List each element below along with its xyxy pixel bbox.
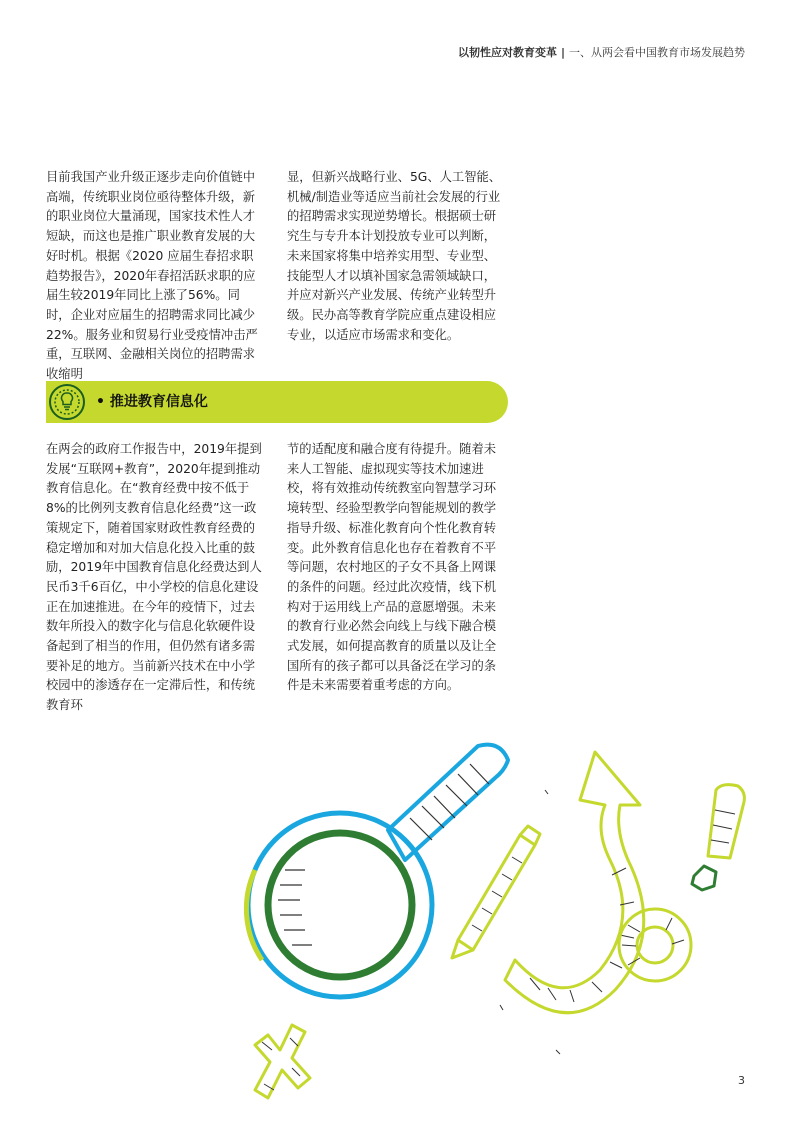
section2-right-column	[287, 440, 505, 696]
section1-left-column	[46, 168, 264, 385]
lightbulb-head-icon	[46, 381, 88, 423]
education-illustration	[0, 690, 793, 1122]
magnifier-icon	[246, 745, 508, 997]
page-header	[458, 44, 745, 60]
cross-icon	[255, 1025, 310, 1098]
section2-left-column	[46, 440, 264, 716]
paragraph: 节的适配度和融合度有待提升。随着未来人工智能、虚拟现实等技术加速进校，将有效推动传统教室向智慧学习环境转型、经验型教学向智能规划的教学指导升级、标准化教育向个性化教育转变。此外教育信息化也存在着教育不平等问题，农村地区的子女不具备上网课的条件的问题。经过此次疫情，线下机构对于运用线上产品的意愿增强。未来的教育行业必然会向线上与线下融合模式发展，如何提高教育的质量以及让全国所有的孩子都可以具备泛在学习的条件是未来需要着重考虑的方向。	[287, 442, 497, 693]
paragraph: 显，但新兴战略行业、5G、人工智能、机械/制造业等适应当前社会发展的行业的招聘需求实现逆势增长。根据硕士研究生与专升本计划投放专业可以判断，未来国家将集中培养实用型、专业型、技能型人才以填补国家急需领域缺口，并应对新兴产业发展、传统产业转型升级。民办高等教育学院应重点建设相应专业，以适应市场需求和变化。	[287, 170, 502, 342]
pencil-icon	[452, 826, 540, 958]
arrow-icon	[505, 752, 644, 1013]
sketch-marks	[500, 790, 560, 1054]
section-banner	[46, 381, 508, 423]
header-separator: |	[560, 46, 565, 59]
header-title: 以韧性应对教育变革	[457, 46, 557, 59]
paragraph: 目前我国产业升级正逐步走向价值链中高端，传统职业岗位亟待整体升级，新的职业岗位大量涌现，国家技术性人才短缺，而这也是推广职业教育发展的大好时机。根据《2020 应届生春招求职趋势报告》，2020年春招活跃求职的应届生较2019年同比上涨了56%。同时，企业对应届生的招聘需求同比减少22%。服务业和贸易行业受疫情冲击严重，互联网、金融相关岗位的招聘需求收缩明	[46, 170, 258, 382]
paragraph: 在两会的政府工作报告中，2019年提到发展“互联网+教育”，2020年提到推动教育信息化。在“教育经费中按不低于8%的比例列支教育信息化经费”这一政策规定下，随着国家财政性教育经费的稳定增加和对加大信息化投入比重的鼓励，2019年中国教育信息化经费达到人民币3千6百亿，中小学校的信息化建设正在加速推进。在今年的疫情下，过去数年所投入的数字化与信息化软硬件设备起到了相当的作用，但仍然有诸多需要补足的地方。当前新兴技术在中小学校园中的渗透存在一定滞后性，和传统教育环	[46, 442, 262, 713]
page-number: 3	[738, 1074, 745, 1087]
header-subtitle: 一、从两会看中国教育市场发展趋势	[569, 46, 745, 59]
section1-right-column	[287, 168, 505, 345]
exclamation-icon	[692, 785, 744, 890]
banner-title: • 推进教育信息化	[96, 394, 208, 410]
ring-icon	[619, 909, 691, 981]
